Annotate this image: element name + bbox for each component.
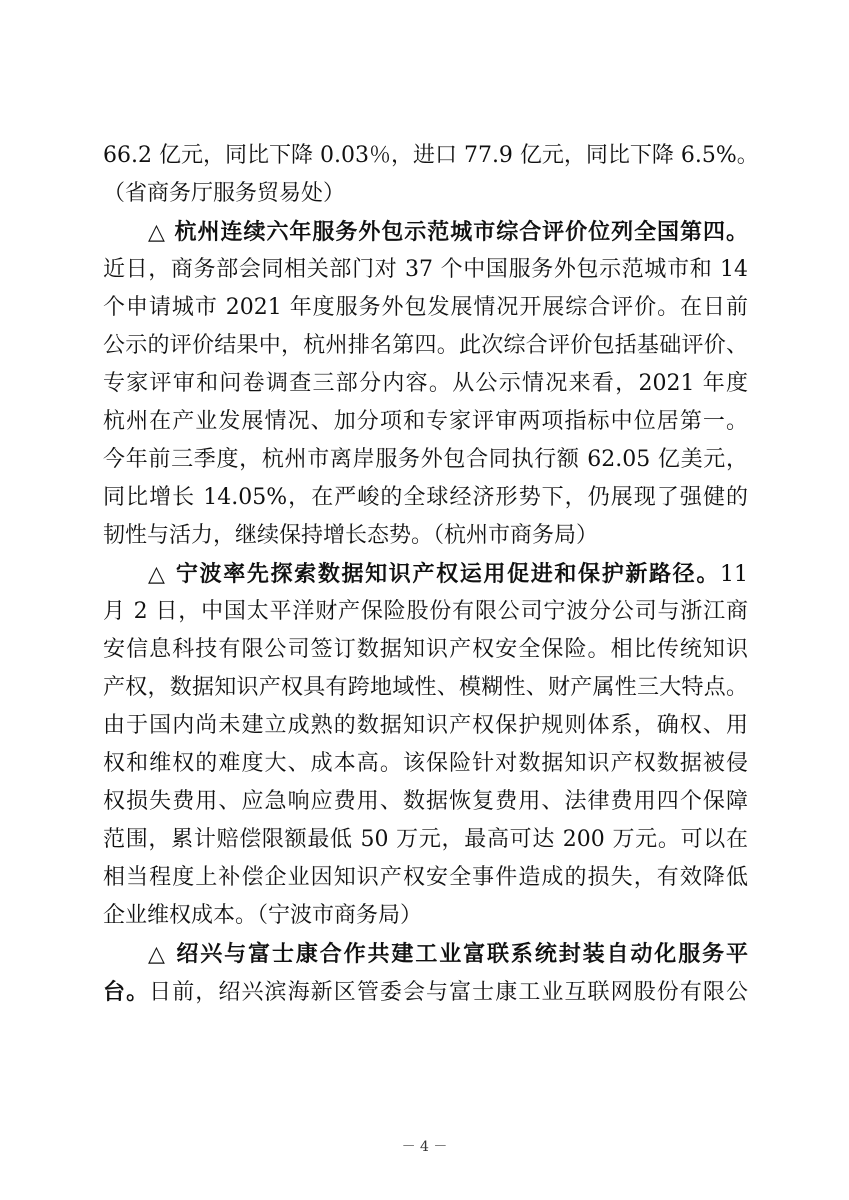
paragraph-line: 杭州在产业发展情况、加分项和专家评审两项指标中位居第一。	[103, 409, 748, 434]
paragraph-line: 今年前三季度，杭州市离岸服务外包合同执行额 62.05 亿美元，	[103, 447, 748, 472]
paragraph-line: 权和维权的难度大、成本高。该保险针对数据知识产权数据被侵	[103, 751, 748, 776]
paragraph-line: 近日，商务部会同相关部门对 37 个中国服务外包示范城市和 14	[103, 257, 748, 282]
paragraph-line: 企业维权成本。（宁波市商务局）	[103, 903, 423, 928]
section-heading-ningbo: △ 宁波率先探索数据知识产权运用促进和保护新路径。11	[148, 561, 748, 587]
section-heading-hangzhou: △ 杭州连续六年服务外包示范城市综合评价位列全国第四。	[148, 219, 748, 245]
paragraph-line: 个申请城市 2021 年度服务外包发展情况开展综合评价。在日前	[103, 295, 748, 320]
paragraph-line: 由于国内尚未建立成熟的数据知识产权保护规则体系，确权、用	[103, 713, 748, 738]
paragraph-line: 同比增长 14.05%，在严峻的全球经济形势下，仍展现了强健的	[103, 485, 748, 510]
paragraph-line: 台。日前，绍兴滨海新区管委会与富士康工业互联网股份有限公	[103, 979, 748, 1005]
paragraph-line: 范围，累计赔偿限额最低 50 万元，最高可达 200 万元。可以在	[103, 827, 748, 852]
paragraph-line: 月 2 日，中国太平洋财产保险股份有限公司宁波分公司与浙江商	[103, 599, 748, 624]
paragraph-line: 产权，数据知识产权具有跨地域性、模糊性、财产属性三大特点。	[103, 675, 748, 700]
paragraph-line: 安信息科技有限公司签订数据知识产权安全保险。相比传统知识	[103, 637, 748, 662]
page-number: － 4 －	[401, 1139, 448, 1155]
section-heading-shaoxing: △ 绍兴与富士康合作共建工业富联系统封装自动化服务平	[148, 941, 748, 967]
paragraph-line: 权损失费用、应急响应费用、数据恢复费用、法律费用四个保障	[103, 789, 748, 814]
paragraph-line: 66.2 亿元，同比下降 0.03％，进口 77.9 亿元，同比下降 6.5%。	[103, 143, 759, 168]
paragraph-line: （省商务厅服务贸易处）	[103, 181, 346, 206]
paragraph-line: 专家评审和问卷调查三部分内容。从公示情况来看，2021 年度	[103, 371, 748, 396]
paragraph-line: 韧性与活力，继续保持增长态势。（杭州市商务局）	[103, 523, 599, 548]
paragraph-line: 公示的评价结果中，杭州排名第四。此次综合评价包括基础评价、	[103, 333, 748, 358]
paragraph-line: 相当程度上补偿企业因知识产权安全事件造成的损失，有效降低	[103, 865, 748, 890]
